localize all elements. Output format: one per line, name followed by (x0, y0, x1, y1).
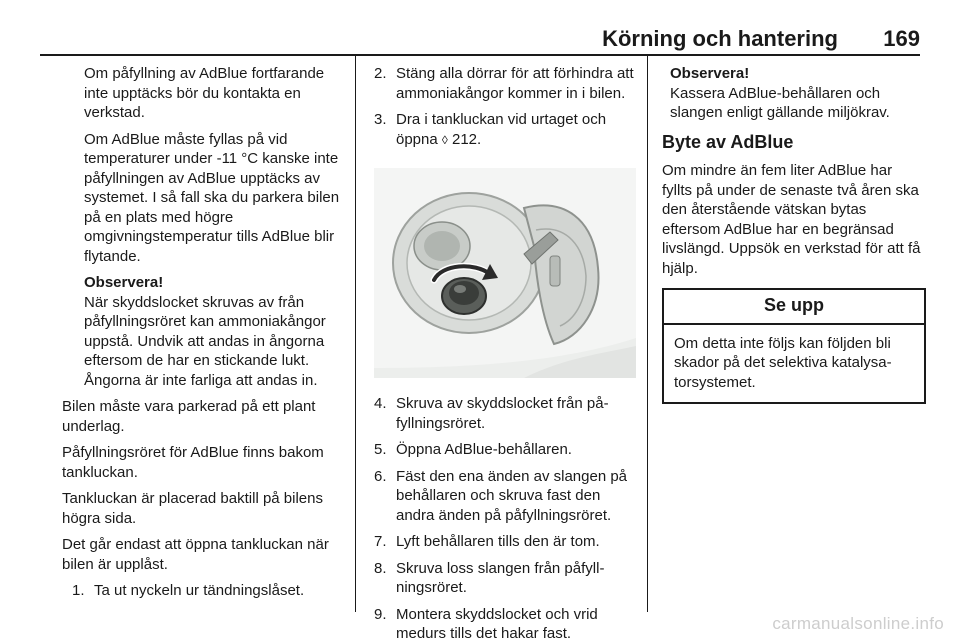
note (62, 273, 344, 390)
paragraph: Om AdBlue måste fyllas på vid temperaturer under -11 °C kanske inte påfyllningen av AdBlue upptäcks av systemet. I så fall ska du parkera bilen på en plats med högre omgivningstemperatur tills AdBlue blir flytande. (84, 130, 340, 265)
column-divider-2 (647, 56, 648, 612)
list-item (374, 532, 636, 552)
fuel-flap-svg (374, 168, 636, 378)
list-item (374, 110, 636, 150)
page-reference[interactable]: 212. (452, 130, 482, 148)
warning-text: Om detta inte följs kan följden bli skador på det selektiva katalysatorsystemet. (674, 334, 892, 391)
step-text: Öppna AdBlue-behållaren. (396, 441, 572, 458)
paragraph: Det går endast att öppna tankluckan när bilen är upplåst. (62, 536, 329, 573)
step-number: 7. (374, 533, 387, 550)
note-title: Observera! (84, 274, 164, 291)
page-header (40, 24, 920, 54)
paragraph: Bilen måste vara parkerad på ett plant underlag. (62, 398, 316, 435)
note-title: Observera! (670, 65, 750, 82)
list-item (374, 64, 636, 103)
step-number: 1. (72, 582, 85, 599)
note-text: När skyddslocket skruvas av från påfyllningsröret kan ammoniakångor uppstå. Undvik att andas in ångorna eftersom de har en stickande lukt. Ångorna är inte farliga att andas in. (84, 293, 326, 389)
step-number: 5. (374, 441, 387, 458)
fuel-flap-illustration (374, 168, 636, 378)
step-number: 3. (374, 111, 387, 128)
step-number: 8. (374, 559, 387, 577)
column-2 (374, 64, 636, 642)
list-item (374, 559, 636, 598)
step-text: Ta ut nyckeln ur tändningslåset. (94, 582, 305, 599)
list-item (374, 605, 636, 642)
paragraph: Tankluckan är placerad baktill på bilens högra sida. (62, 490, 323, 527)
header-rule (40, 54, 920, 56)
paragraph: Om mindre än fem liter AdBlue har fyllts på under de senaste två åren ska den återstående vätskan bytas eftersom AdBlue har en begränsad livslängd. Uppsök en verkstad för att få hjälp. (662, 162, 921, 277)
watermark: carmanualsonline.info (772, 614, 944, 633)
step-text: Fäst den ena änden av slangen på behållaren och skruva fast den andra änden på påfyllningsröret. (396, 467, 628, 524)
step-text: Skruva av skyddslocket från påfyllningsröret. (396, 395, 609, 432)
step-text: Skruva loss slangen från påfyllningsröret. (396, 559, 605, 596)
column-divider-1 (355, 56, 356, 612)
column-1 (62, 64, 344, 608)
step-list (62, 581, 344, 601)
section-heading: Byte av AdBlue (662, 131, 794, 152)
step-number: 9. (374, 605, 387, 623)
arrow-right-icon: ◊ (441, 132, 448, 147)
step-text (396, 110, 636, 150)
note (662, 64, 926, 123)
paragraph: Om påfyllning av AdBlue fortfarande inte upptäcks bör du kontakta en verkstad. (84, 65, 325, 121)
step-list (374, 64, 636, 150)
column-3 (662, 64, 926, 404)
section-title: Körning och hantering (602, 26, 838, 51)
step-number: 2. (374, 65, 387, 82)
step-number: 4. (374, 395, 387, 412)
paragraph: Påfyllningsröret för AdBlue finns bakom tankluckan. (62, 444, 324, 481)
step-number: 6. (374, 467, 387, 485)
list-item (374, 467, 636, 526)
list-item (374, 394, 636, 433)
step-text-main: Dra i tankluckan vid urtaget och öppna (396, 111, 607, 148)
step-text: Montera skyddslocket och vrid medurs tills det hakar fast. (396, 605, 598, 642)
warning-box (662, 288, 926, 404)
list-item (72, 581, 344, 601)
note-text: Kassera AdBlue-behållaren och slangen enligt gällande miljökrav. (670, 84, 890, 121)
list-item (374, 440, 636, 460)
step-text: Stäng alla dörrar för att förhindra att ammoniakångor kommer in i bilen. (396, 65, 634, 102)
warning-title: Se upp (664, 290, 924, 325)
step-text: Lyft behållaren tills den är tom. (396, 533, 600, 550)
page-number: 169 (883, 26, 920, 51)
step-list (374, 394, 636, 642)
